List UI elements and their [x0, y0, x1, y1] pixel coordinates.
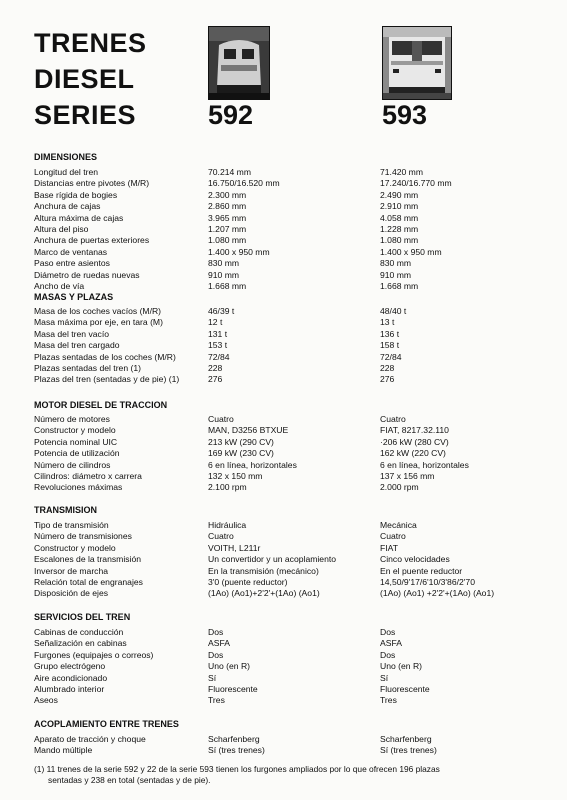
spec-value-593: 158 t — [380, 340, 400, 351]
spec-row — [34, 482, 534, 493]
spec-value-592: 276 — [208, 374, 223, 385]
spec-label: Masa de los coches vacíos (M/R) — [34, 306, 162, 316]
spec-label: Relación total de engranajes — [34, 577, 143, 587]
spec-value-593: 2.490 mm — [380, 189, 419, 200]
spec-row — [34, 554, 534, 565]
spec-label: Masa del tren cargado — [34, 340, 120, 351]
spec-value-593: 276 — [380, 374, 395, 385]
spec-row — [34, 520, 534, 531]
spec-row — [34, 627, 534, 638]
spec-value-592: Dos — [208, 649, 224, 660]
spec-label: Altura máxima de cajas — [34, 212, 124, 223]
spec-row — [34, 673, 534, 684]
footnote — [34, 764, 504, 786]
spec-row — [34, 167, 534, 178]
spec-value-593: Cuatro — [380, 531, 406, 542]
spec-label: Aseos — [34, 695, 58, 706]
section-heading-dimensiones: DIMENSIONES — [34, 152, 98, 162]
spec-value-592: Cuatro — [208, 414, 234, 424]
spec-label: Constructor y modelo — [34, 425, 116, 436]
spec-label: Furgones (equipajes o correos) — [34, 649, 154, 660]
spec-label: Anchura de puertas exteriores — [34, 235, 150, 246]
spec-value-593: Dos — [380, 627, 396, 637]
spec-value-592: 12 t — [208, 317, 223, 328]
spec-label: Número de cilindros — [34, 459, 111, 470]
section-heading-motor-diesel: MOTOR DIESEL DE TRACCION — [34, 400, 168, 410]
title-line-2: DIESEL — [34, 64, 135, 94]
spec-row — [34, 258, 534, 269]
spec-value-593: 2.910 mm — [380, 201, 419, 212]
spec-row — [34, 352, 534, 363]
spec-value-593: Cinco velocidades — [380, 554, 450, 565]
spec-value-593: Mecánica — [380, 520, 417, 530]
spec-value-592: Sí (tres trenes) — [208, 745, 265, 756]
footnote-line-2: sentadas y 238 en total (sentadas y de pie). — [48, 775, 211, 785]
spec-value-592: MAN, D3256 BTXUE — [208, 425, 289, 436]
spec-value-592: Dos — [208, 627, 224, 637]
spec-value-593: 17.240/16.770 mm — [380, 178, 452, 189]
spec-value-593: FIAT, 8217.32.110 — [380, 425, 449, 436]
spec-value-593: 13 t — [380, 317, 395, 328]
spec-row — [34, 448, 534, 459]
spec-value-592: 46/39 t — [208, 306, 235, 316]
spec-row — [34, 437, 534, 448]
spec-row — [34, 471, 534, 482]
spec-value-592: 213 kW (290 CV) — [208, 436, 274, 447]
spec-value-592: 1.207 mm — [208, 224, 247, 234]
spec-value-592: ASFA — [208, 638, 230, 649]
spec-value-592: Sí — [208, 672, 217, 683]
spec-label: Escalones de la transmisión — [34, 554, 141, 565]
spec-value-593: Uno (en R) — [380, 661, 423, 672]
spec-value-593: 137 x 156 mm — [380, 471, 435, 481]
spec-value-593: ·206 kW (280 CV) — [380, 436, 449, 447]
spec-row — [34, 317, 534, 328]
spec-label: Paso entre asientos — [34, 258, 110, 269]
spec-value-592: En la transmisión (mecánico) — [208, 565, 319, 576]
spec-value-592: 1.080 mm — [208, 235, 247, 246]
spec-value-592: 2.860 mm — [208, 201, 247, 212]
spec-row — [34, 695, 534, 706]
spec-row — [34, 531, 534, 542]
spec-value-593: Sí — [380, 672, 389, 683]
title-line-3: SERIES — [34, 100, 137, 130]
spec-value-593: ASFA — [380, 638, 402, 649]
spec-label: Masa del tren vacío — [34, 328, 109, 339]
train-593-photo — [382, 26, 452, 100]
spec-label: Longitud del tren — [34, 167, 99, 177]
spec-row — [34, 213, 534, 224]
spec-row — [34, 201, 534, 212]
section-heading-servicios: SERVICIOS DEL TREN — [34, 612, 131, 622]
spec-value-593: 1.668 mm — [380, 281, 419, 291]
spec-value-592: Cuatro — [208, 531, 234, 542]
spec-label: Aire acondicionado — [34, 672, 108, 683]
spec-label: Distancias entre pivotes (M/R) — [34, 178, 150, 189]
spec-label: Aparato de tracción y choque — [34, 734, 146, 744]
spec-value-593: 830 mm — [380, 258, 412, 269]
spec-value-592: 131 t — [208, 328, 228, 339]
spec-value-593: (1Ao) (Ao1) +2'2'+(1Ao) (Ao1) — [380, 588, 495, 599]
spec-value-592: 72/84 — [208, 351, 230, 362]
spec-row — [34, 425, 534, 436]
spec-row — [34, 414, 534, 425]
spec-row — [34, 374, 534, 385]
spec-label: Señalización en cabinas — [34, 638, 127, 649]
spec-value-593: Scharfenberg — [380, 734, 432, 744]
spec-label: Altura del piso — [34, 224, 89, 234]
spec-label: Anchura de cajas — [34, 201, 101, 212]
train-592-photo — [208, 26, 270, 100]
spec-value-592: 2.300 mm — [208, 189, 247, 200]
spec-row — [34, 235, 534, 246]
spec-label: Disposición de ejes — [34, 588, 109, 599]
spec-value-593: 71.420 mm — [380, 167, 423, 177]
spec-row — [34, 340, 534, 351]
spec-row — [34, 650, 534, 661]
spec-value-593: 72/84 — [380, 351, 402, 362]
spec-row — [34, 190, 534, 201]
spec-row — [34, 460, 534, 471]
spec-row — [34, 363, 534, 374]
spec-label: Número de motores — [34, 414, 110, 424]
spec-value-593: En el puente reductor — [380, 565, 463, 576]
spec-value-592: 132 x 150 mm — [208, 471, 263, 481]
spec-label: Potencia de utilización — [34, 448, 120, 459]
spec-row — [34, 588, 534, 599]
spec-value-593: 228 — [380, 363, 395, 373]
spec-label: Inversor de marcha — [34, 565, 109, 576]
spec-value-593: FIAT — [380, 542, 398, 553]
spec-label: Mando múltiple — [34, 745, 93, 756]
spec-row — [34, 661, 534, 672]
spec-label: Revoluciones máximas — [34, 482, 123, 493]
model-number-592: 592 — [208, 100, 254, 130]
spec-label: Plazas sentadas de los coches (M/R) — [34, 351, 176, 362]
spec-value-593: 48/40 t — [380, 306, 407, 316]
spec-value-593: 1.228 mm — [380, 224, 419, 234]
spec-value-593: Dos — [380, 649, 396, 660]
spec-label: Cilindros: diámetro x carrera — [34, 471, 142, 481]
spec-value-593: 1.400 x 950 mm — [380, 246, 442, 257]
spec-label: Plazas del tren (sentadas y de pie) (1) — [34, 374, 180, 385]
spec-label: Masa máxima por eje, en tara (M) — [34, 317, 163, 328]
spec-value-592: 70.214 mm — [208, 167, 251, 177]
spec-value-592: 153 t — [208, 340, 228, 351]
spec-label: Potencia nominal UIC — [34, 436, 118, 447]
spec-label: Tipo de transmisión — [34, 520, 109, 530]
section-heading-acoplamiento: ACOPLAMIENTO ENTRE TRENES — [34, 719, 179, 729]
spec-row — [34, 638, 534, 649]
spec-value-593: Tres — [380, 695, 397, 706]
spec-value-593: 6 en línea, horizontales — [380, 459, 469, 470]
spec-value-593: 4.058 mm — [380, 212, 419, 223]
spec-value-593: 910 mm — [380, 269, 412, 280]
spec-value-592: 910 mm — [208, 269, 240, 280]
spec-row — [34, 329, 534, 340]
spec-row — [34, 178, 534, 189]
spec-value-592: Scharfenberg — [208, 734, 260, 744]
spec-value-592: 3'0 (puente reductor) — [208, 577, 288, 587]
spec-row — [34, 247, 534, 258]
spec-row — [34, 281, 534, 292]
spec-label: Alumbrado interior — [34, 684, 105, 694]
spec-value-592: VOITH, L211r — [208, 542, 261, 553]
spec-label: Ancho de vía — [34, 281, 85, 291]
spec-label: Plazas sentadas del tren (1) — [34, 363, 142, 373]
section-heading-transmision: TRANSMISION — [34, 505, 97, 515]
spec-value-592: Fluorescente — [208, 684, 258, 694]
spec-value-593: Sí (tres trenes) — [380, 745, 437, 756]
spec-label: Marco de ventanas — [34, 246, 108, 257]
spec-row — [34, 577, 534, 588]
spec-value-593: 2.000 rpm — [380, 482, 419, 493]
spec-value-592: 169 kW (230 CV) — [208, 448, 274, 459]
spec-label: Cabinas de conducción — [34, 627, 124, 637]
spec-value-592: 16.750/16.520 mm — [208, 178, 280, 189]
footnote-line-1: (1) 11 trenes de la serie 592 y 22 de la serie 593 tienen los furgones ampliados por lo que ofrecen 196 plazas — [34, 764, 440, 774]
spec-row — [34, 745, 534, 756]
spec-value-593: 162 kW (220 CV) — [380, 448, 446, 459]
title-line-1: TRENES — [34, 28, 147, 58]
spec-value-592: Hidráulica — [208, 520, 247, 530]
spec-value-593: Cuatro — [380, 414, 406, 424]
spec-value-592: 1.668 mm — [208, 281, 247, 291]
spec-row — [34, 270, 534, 281]
spec-label: Número de transmisiones — [34, 531, 132, 542]
spec-value-592: 3.965 mm — [208, 212, 247, 223]
section-heading-masas-y-plazas: MASAS Y PLAZAS — [34, 292, 114, 302]
spec-label: Grupo electrógeno — [34, 661, 106, 672]
spec-row — [34, 566, 534, 577]
spec-label: Diámetro de ruedas nuevas — [34, 269, 140, 280]
spec-row — [34, 684, 534, 695]
spec-label: Base rígida de bogies — [34, 189, 118, 200]
spec-value-592: 1.400 x 950 mm — [208, 246, 270, 257]
spec-value-592: Uno (en R) — [208, 661, 251, 672]
spec-row — [34, 734, 534, 745]
spec-value-592: 228 — [208, 363, 223, 373]
spec-label: Constructor y modelo — [34, 542, 116, 553]
model-number-593: 593 — [382, 100, 428, 130]
spec-value-592: Un convertidor y un acoplamiento — [208, 554, 337, 565]
spec-value-593: Fluorescente — [380, 684, 430, 694]
spec-value-592: 6 en línea, horizontales — [208, 459, 297, 470]
spec-value-592: Tres — [208, 695, 225, 706]
spec-value-593: 1.080 mm — [380, 235, 419, 246]
spec-value-592: 830 mm — [208, 258, 240, 269]
spec-value-593: 14,50/9'17/6'10/3'86/2'70 — [380, 577, 475, 587]
spec-row — [34, 224, 534, 235]
spec-row — [34, 306, 534, 317]
spec-row — [34, 543, 534, 554]
spec-value-592: 2.100 rpm — [208, 482, 247, 493]
spec-value-593: 136 t — [380, 328, 400, 339]
spec-value-592: (1Ao) (Ao1)+2'2'+(1Ao) (Ao1) — [208, 588, 320, 599]
